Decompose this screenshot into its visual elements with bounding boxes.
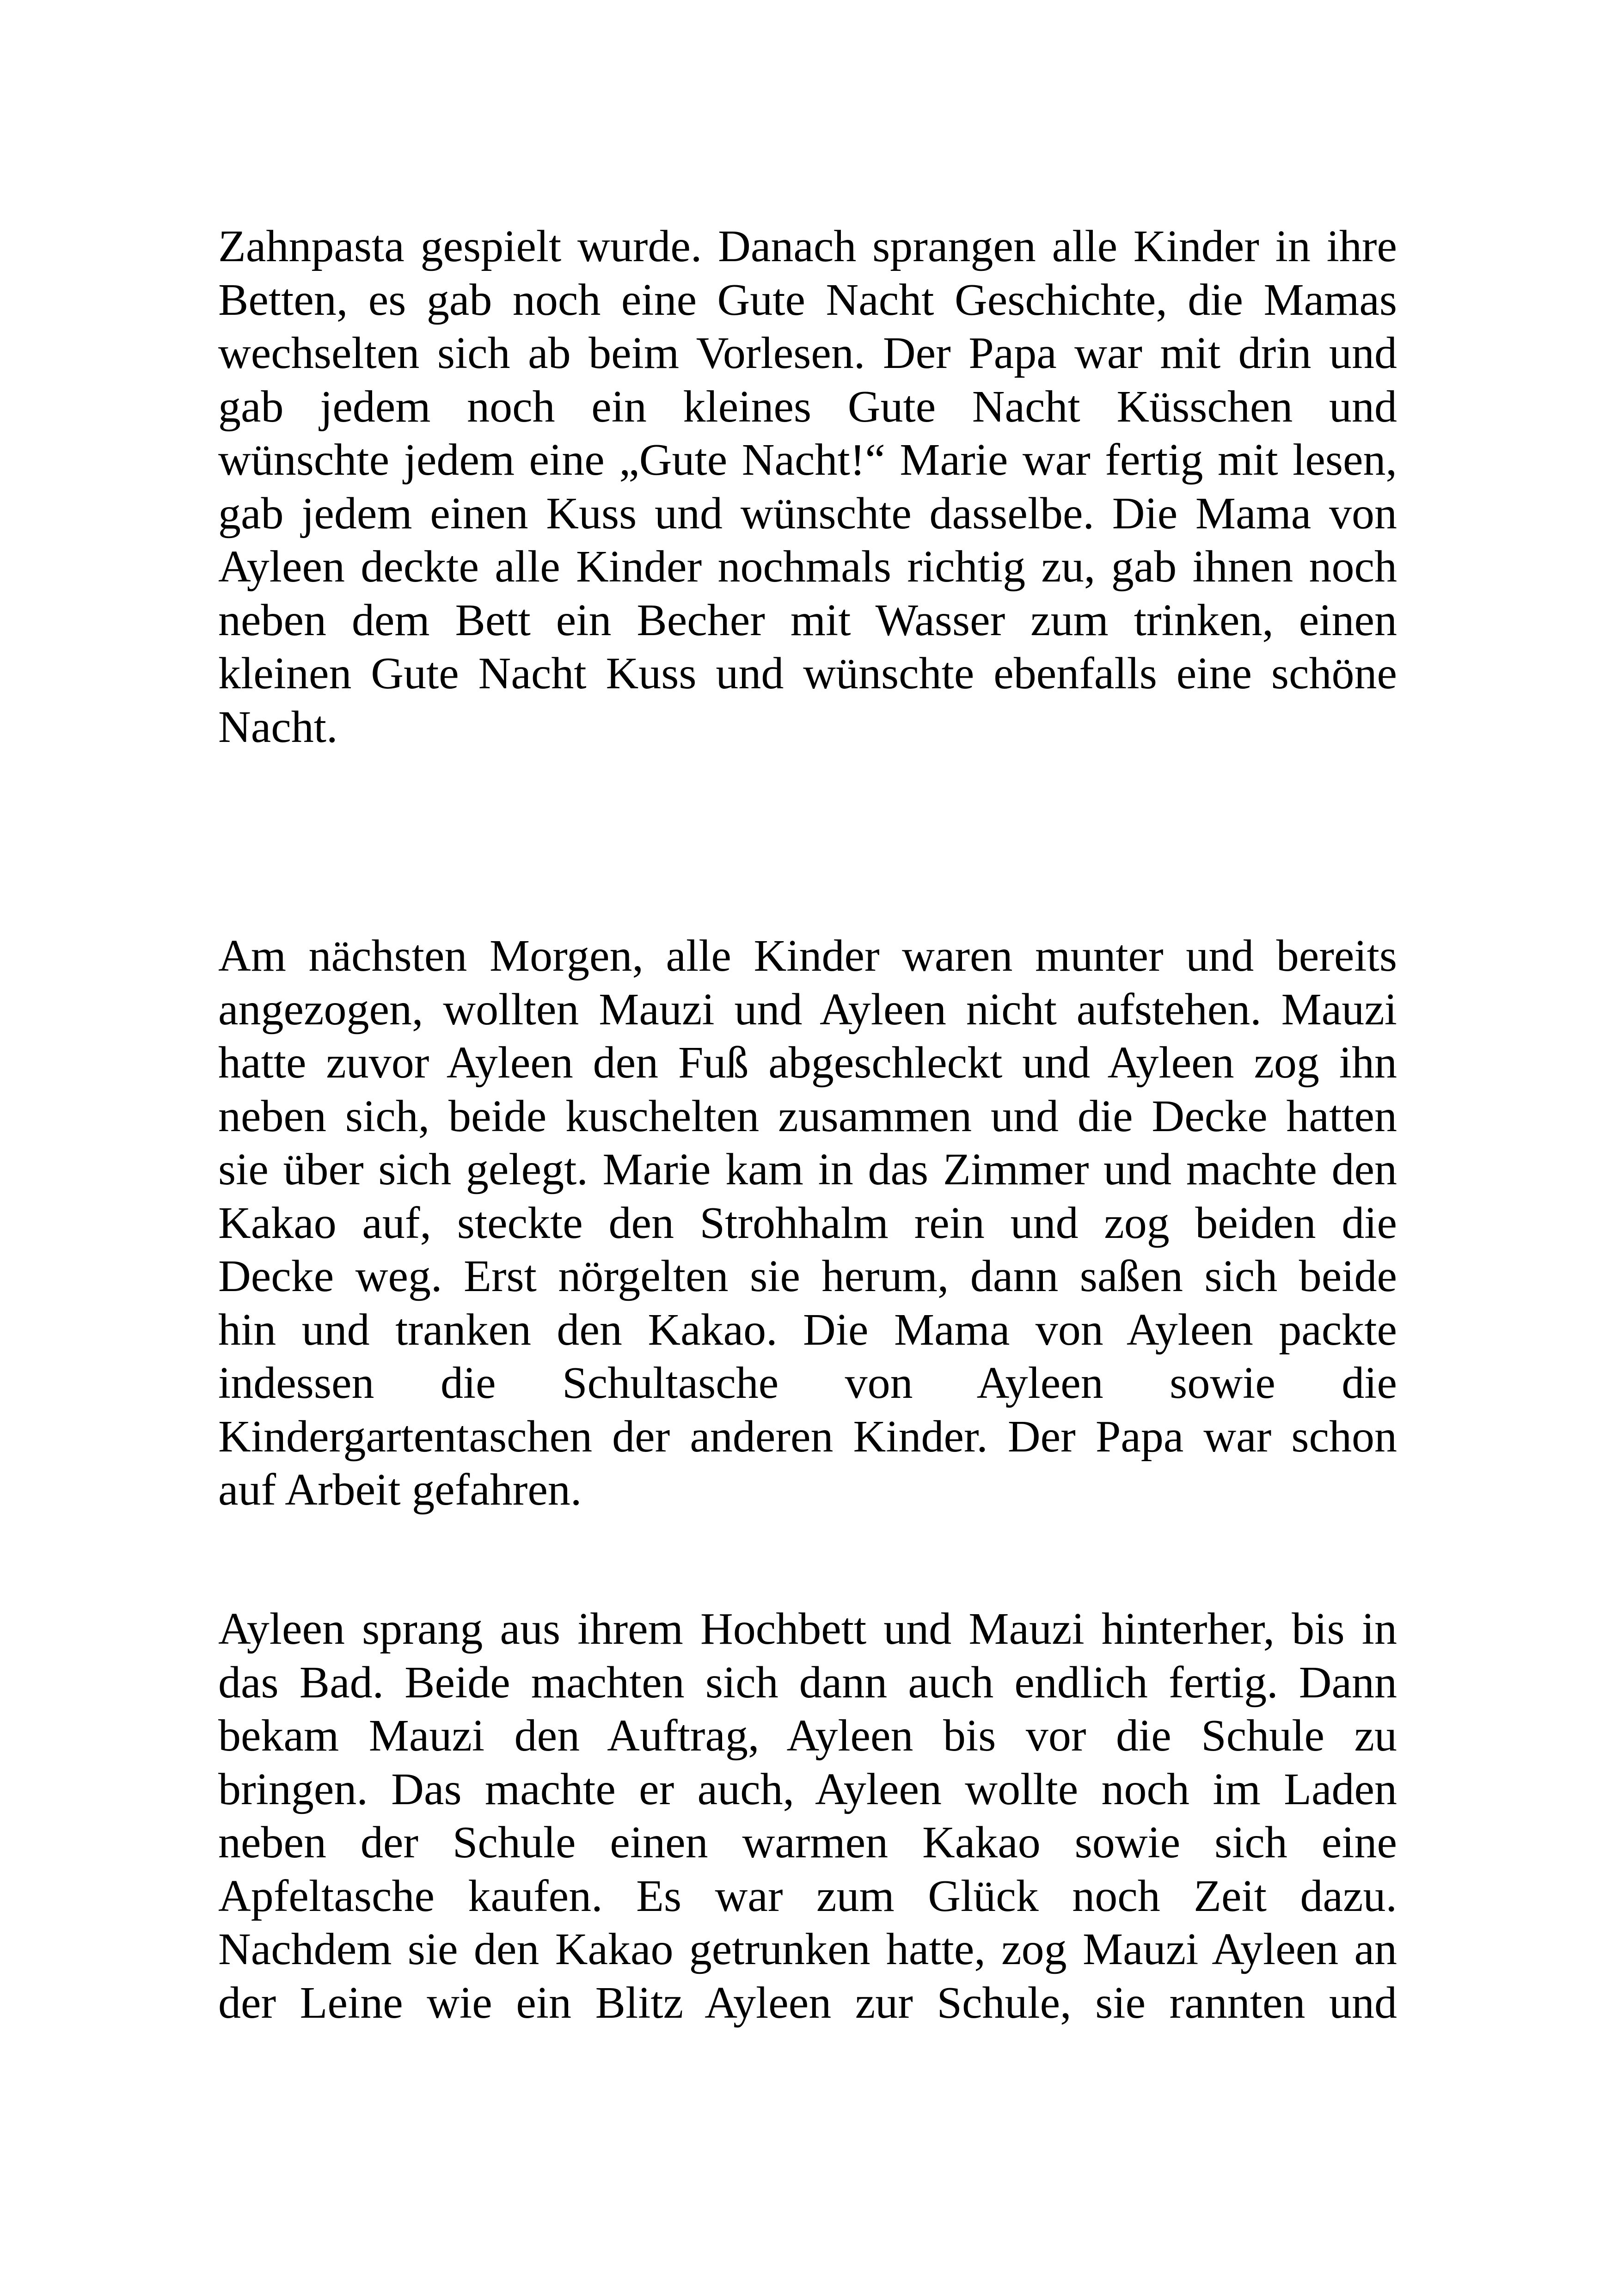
text-line: Nacht. [218, 702, 338, 752]
text-line: gab jedem noch ein kleines Gute Nacht Küsschen und [218, 381, 1397, 432]
text-line: Kakao auf, steckte den Strohhalm rein und zog beiden die [218, 1198, 1397, 1248]
text-line: der Leine wie ein Blitz Ayleen zur Schule, sie rannten und [218, 1978, 1397, 2028]
text-line: auf Arbeit gefahren. [218, 1465, 582, 1515]
text-line: neben sich, beide kuschelten zusammen und die Decke hatten [218, 1091, 1397, 1141]
text-line: indessen die Schultasche von Ayleen sowie die [218, 1358, 1397, 1408]
text-line: Nachdem sie den Kakao getrunken hatte, zog Mauzi Ayleen an [218, 1924, 1397, 1974]
text-line: kleinen Gute Nacht Kuss und wünschte ebenfalls eine schöne [218, 649, 1397, 698]
paragraph-2 [218, 930, 1397, 1517]
text-line: Am nächsten Morgen, alle Kinder waren munter und bereits [218, 931, 1397, 981]
text-line: Zahnpasta gespielt wurde. Danach sprangen alle Kinder in ihre [218, 221, 1397, 271]
text-line: Betten, es gab noch eine Gute Nacht Geschichte, die Mamas [218, 275, 1397, 325]
text-line: Apfeltasche kaufen. Es war zum Glück noch Zeit dazu. [218, 1871, 1397, 1921]
text-line: Ayleen deckte alle Kinder nochmals richtig zu, gab ihnen noch [218, 542, 1397, 592]
text-line: wünschte jedem eine „Gute Nacht!“ Marie war fertig mit lesen, [218, 435, 1397, 485]
text-line: bekam Mauzi den Auftrag, Ayleen bis vor die Schule zu [218, 1711, 1397, 1761]
text-line: gab jedem einen Kuss und wünschte dasselbe. Die Mama von [218, 488, 1397, 539]
text-line: das Bad. Beide machten sich dann auch endlich fertig. Dann [218, 1657, 1397, 1708]
paragraph-1 [218, 220, 1397, 754]
paragraph-3 [218, 1603, 1397, 2030]
text-line: sie über sich gelegt. Marie kam in das Zimmer und machte den [218, 1145, 1397, 1194]
text-line: hin und tranken den Kakao. Die Mama von Ayleen packte [218, 1304, 1397, 1355]
text-line: Decke weg. Erst nörgelten sie herum, dann saßen sich beide [218, 1251, 1397, 1301]
text-line: bringen. Das machte er auch, Ayleen wollte noch im Laden [218, 1764, 1397, 1814]
text-line: hatte zuvor Ayleen den Fuß abgeschleckt und Ayleen zog ihn [218, 1038, 1397, 1088]
text-line: neben dem Bett ein Becher mit Wasser zum trinken, einen [218, 595, 1397, 645]
text-line: Ayleen sprang aus ihrem Hochbett und Mauzi hinterher, bis in [218, 1604, 1397, 1654]
text-line: neben der Schule einen warmen Kakao sowie sich eine [218, 1818, 1397, 1867]
text-line: angezogen, wollten Mauzi und Ayleen nicht aufstehen. Mauzi [218, 984, 1397, 1035]
text-line: Kindergartentaschen der anderen Kinder. Der Papa war schon [218, 1411, 1397, 1462]
text-line: wechselten sich ab beim Vorlesen. Der Papa war mit drin und [218, 328, 1397, 378]
